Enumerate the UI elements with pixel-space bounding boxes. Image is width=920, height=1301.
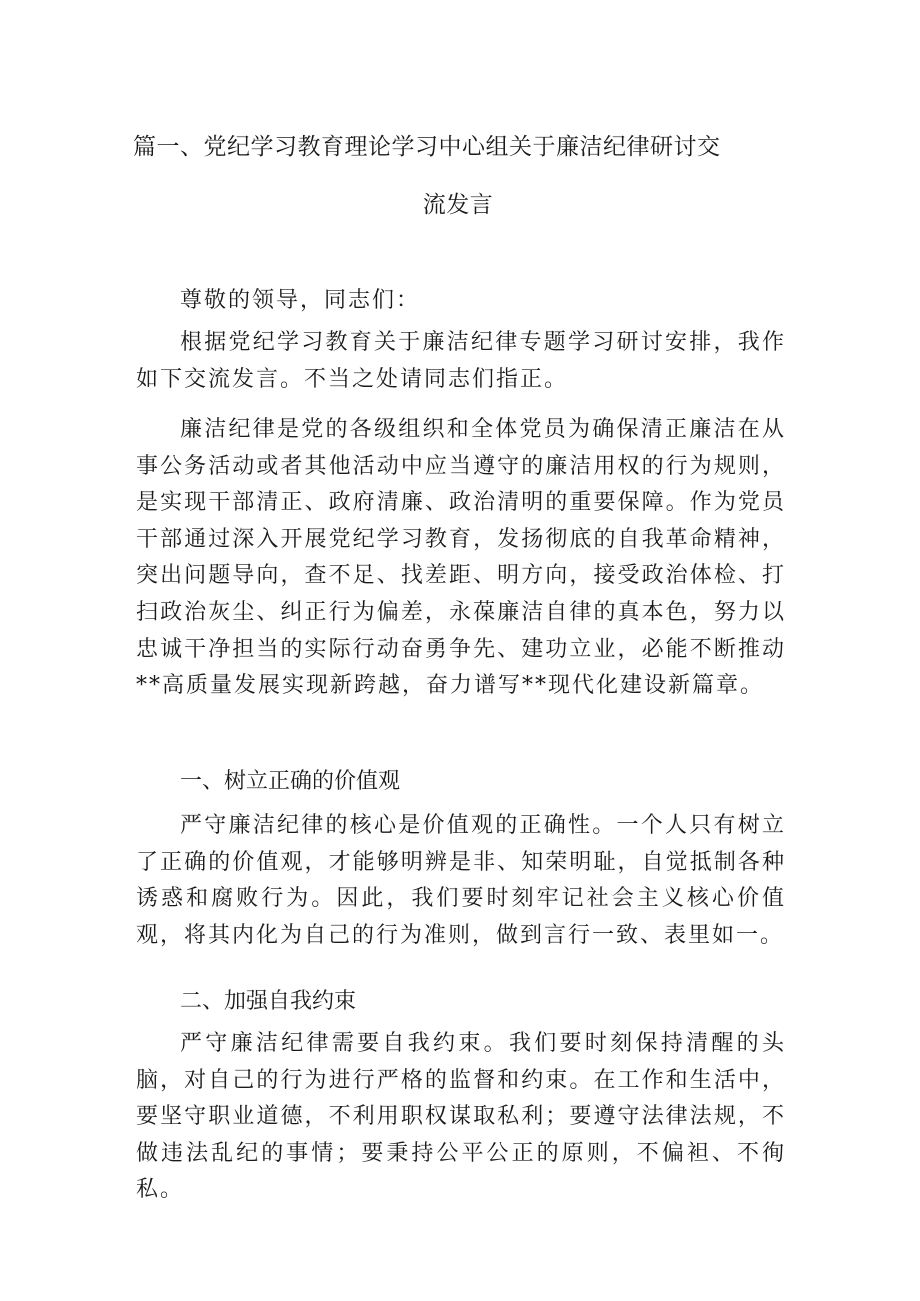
section-heading-values: 一、树立正确的价值观 — [180, 769, 401, 794]
section-heading-self-discipline: 二、加强自我约束 — [180, 989, 357, 1014]
document-title-line-2: 流发言 — [422, 192, 494, 218]
section-paragraph-values: 严守廉洁纪律的核心是价值观的正确性。一个人只有树立了正确的价值观，才能够明辨是非、知荣明耻，自觉抵制各种诱惑和腐败行为。因此，我们要时刻牢记社会主义核心价值观，将其内化为自己的行为准则，做到言行一致、表里如一。 — [136, 813, 786, 948]
greeting-paragraph: 尊敬的领导，同志们： — [180, 288, 421, 313]
body-paragraph: 廉洁纪律是党的各级组织和全体党员为确保清正廉洁在从事公务活动或者其他活动中应当遵守的廉洁用权的行为规则，是实现干部清正、政府清廉、政治清明的重要保障。作为党员干部通过深入开展党纪学习教育，发扬彻底的自我革命精神，突出问题导向，查不足、找差距、明方向，接受政治体检、打扫政治灰尘、纠正行为偏差，永葆廉洁自律的真本色，努力以忠诚干净担当的实际行动奋勇争先、建功立业，必能不断推动**高质量发展实现新跨越，奋力谱写**现代化建设新篇章。 — [136, 417, 786, 699]
intro-paragraph: 根据党纪学习教育关于廉洁纪律专题学习研讨安排，我作如下交流发言。不当之处请同志们指正。 — [136, 330, 786, 392]
document-title-line-1: 篇一、党纪学习教育理论学习中心组关于廉洁纪律研讨交 — [133, 134, 721, 160]
section-paragraph-self-discipline: 严守廉洁纪律需要自我约束。我们要时刻保持清醒的头脑，对自己的行为进行严格的监督和约束。在工作和生活中，要坚守职业道德，不利用职权谋取私利；要遵守法律法规，不做违法乱纪的事情；要秉持公平公正的原则，不偏袒、不徇私。 — [136, 1031, 786, 1203]
